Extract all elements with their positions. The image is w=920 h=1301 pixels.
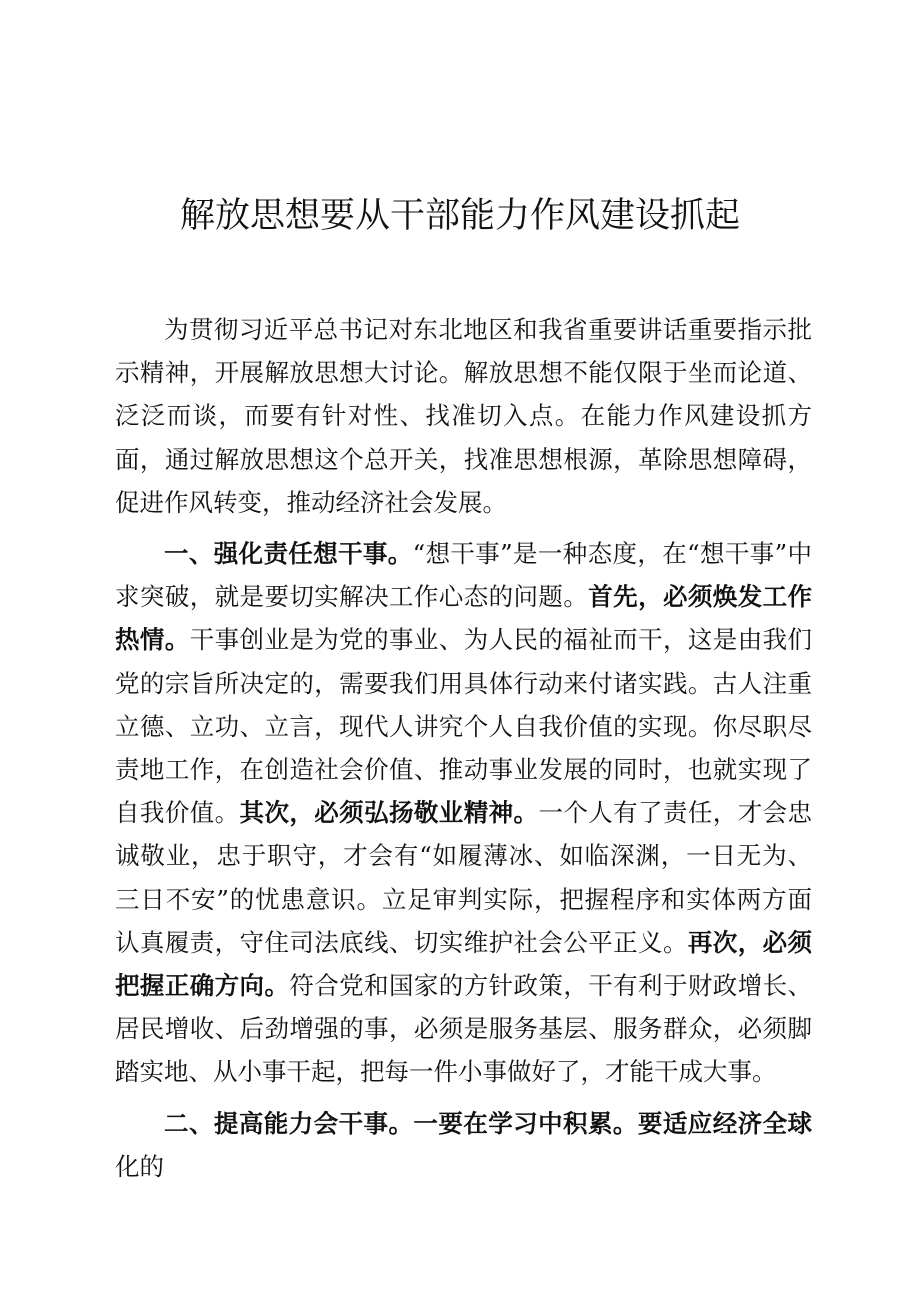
- paragraph-text: “想干事”是一种态度，在“想干事”中求突破，就是要切实解决工作心态的问题。: [115, 539, 812, 612]
- paragraph-text: 化的: [115, 1151, 164, 1181]
- paragraph-text: 干事创业是为党的事业、为人民的福祉而干，这是由我们党的宗旨所决定的，需要我们用具体行动来付诸实践。古人注重立德、立功、立言，现代人讲究个人自我价值的实现。你尽职尽责地工作，在创造社会价值、推动事业发展的同时，也就实现了自我价值。: [115, 625, 813, 828]
- paragraph-text: 符合党和国家的方针政策，干有利于财政增长、居民增收、后劲增强的事，必须是服务基层、服务群众，必须脚踏实地、从小事干起，把每一件小事做好了，才能干成大事。: [115, 971, 813, 1087]
- paragraph-section-two: [115, 1102, 812, 1188]
- section-heading: 一、强化责任想干事。: [164, 539, 413, 569]
- emphasis-text: 首先，必须焕发工作热情。: [115, 582, 813, 655]
- emphasis-text: 一要在学习中积累。: [413, 1108, 638, 1138]
- emphasis-text: 再次，必须把握正确方向。: [115, 927, 813, 1001]
- section-heading: 二、提高能力会干事。: [164, 1108, 414, 1138]
- paragraph-text: 为贯彻习近平总书记对东北地区和我省重要讲话重要指示批示精神，开展解放思想大讨论。解放思想不能仅限于坐而论道、泛泛而谈，而要有针对性、找准切入点。在能力作风建设抓方面，通过解放思想这个总开关，找准思想根源，革除思想障碍，促进作风转变，推动经济社会发展。: [115, 315, 812, 517]
- paragraph-text: 一个人有了责任，才会忠诚敬业，忠于职守，才会有“如履薄冰、如临深渊，一日无为、三日不安”的忧患意识。立足审判实际，把握程序和实体两方面认真履责，守住司法底线、切实维护社会公平正义。: [115, 798, 813, 957]
- paragraph-intro: [115, 308, 812, 524]
- document-title: 解放思想要从干部能力作风建设抓起: [179, 196, 740, 236]
- emphasis-text: 要适应经济全球: [637, 1108, 813, 1138]
- paragraph-section-one: [115, 532, 812, 1094]
- document-body: [115, 308, 812, 1196]
- emphasis-text: 其次，必须弘扬敬业精神。: [239, 798, 539, 828]
